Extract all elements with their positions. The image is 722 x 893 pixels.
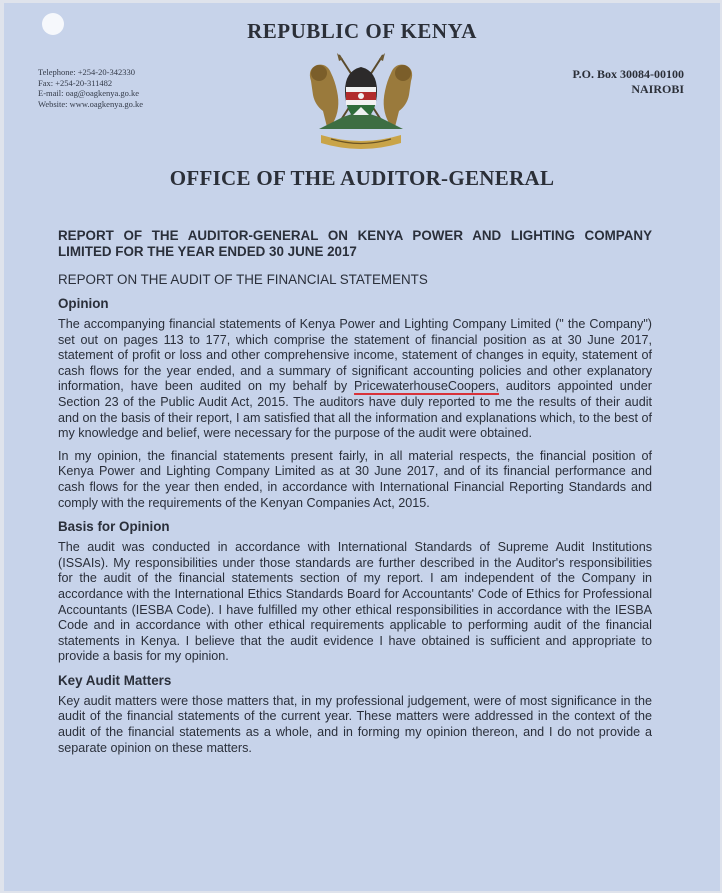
opinion-paragraph-2: In my opinion, the financial statements present fairly, in all material respects, the financial position of Kenya Power and Lighting Company Limited as at 30 June 2017, and of its financial performance and cash flows for the year then ended, in accordance with International Financial Reporting Standards and comply with the requirements of the Kenyan Companies Act, 2015. bbox=[58, 448, 652, 510]
opinion-paragraph-1 bbox=[58, 317, 652, 442]
city: NAIROBI bbox=[631, 82, 684, 96]
basis-paragraph: The audit was conducted in accordance with International Standards of Supreme Audit Institutions (ISSAIs). My responsibilities under those standards are further described in the Auditor's responsibilities for the audit of the financial statements section of my report. I am independent of the Company in accordance with the International Ethics Standards Board for Accountants' Code of Ethics for Professional Accountants (IESBA Code). I have fulfilled my other ethical responsibilities in accordance with the IESBA Code and in accordance with other ethical requirements applicable to performing audit of the financial statements in Kenya. I believe that the audit evidence I have obtained is sufficient and appropriate to provide a basis for my opinion. bbox=[58, 540, 652, 664]
key-audit-matters-heading: Key Audit Matters bbox=[58, 672, 172, 688]
fax-line: Fax: +254-20-311482 bbox=[38, 77, 113, 88]
letterhead-country: REPUBLIC OF KENYA bbox=[247, 19, 477, 43]
auditor-name-underlined: PricewaterhouseCoopers, bbox=[354, 379, 499, 394]
telephone-line: Telephone: +254-20-342330 bbox=[38, 67, 135, 77]
key-audit-matters-paragraph: Key audit matters were those matters that, in my professional judgement, were of most significance in the audit of the financial statements of the current year. These matters were addressed in the context of the audit of the financial statements as a whole, and in forming my opinion thereon, and I do not provide a separate opinion on these matters. bbox=[58, 693, 652, 755]
opinion-heading: Opinion bbox=[58, 296, 109, 311]
contact-details bbox=[38, 67, 143, 109]
section-heading: REPORT ON THE AUDIT OF THE FINANCIAL STATEMENTS bbox=[58, 272, 428, 287]
po-box: P.O. Box 30084-00100 bbox=[572, 67, 684, 81]
coat-of-arms-icon bbox=[301, 51, 421, 157]
report-heading: REPORT OF THE AUDITOR-GENERAL ON KENYA POWER AND LIGHTING COMPANY LIMITED FOR THE YEAR ENDED 30 JUNE 2017 bbox=[58, 228, 652, 259]
email-line: E-mail: oag@oagkenya.go.ke bbox=[38, 88, 140, 98]
report-body bbox=[58, 228, 652, 763]
opinion-text-part-b: auditors appointed under Section 23 of the Public Audit Act, 2015. The auditors have duly reported to me the results of their audit and on the basis of their report, I am satisfied that all the information and explanations which, to the best of my knowledge and belief, were necessary for the purpose of the audit were obtained. bbox=[58, 379, 652, 441]
opinion-text-part-a: The accompanying financial statements of Kenya Power and Lighting Company Limited (" the Company") set out on pages 113 to 177, which comprise the statement of financial position as at 30 June 2017, statement of profit or loss and other comprehensive income, statement of changes in equity, statement of cash flows for the year ended, and a summary of significant accounting policies and other explanatory information, have been audited on my behalf by bbox=[58, 317, 652, 394]
basis-heading: Basis for Opinion bbox=[58, 519, 170, 535]
office-title: OFFICE OF THE AUDITOR-GENERAL bbox=[169, 166, 555, 190]
website-line: Website: www.oagkenya.go.ke bbox=[38, 98, 143, 109]
postal-address bbox=[572, 67, 684, 97]
